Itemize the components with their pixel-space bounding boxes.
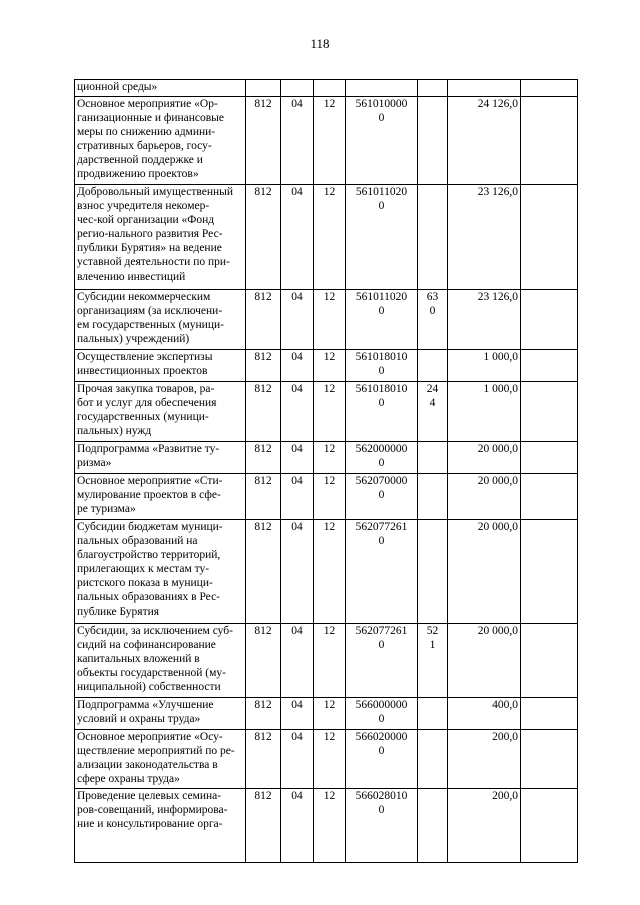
table-body <box>75 80 578 863</box>
ministry-code-cell: 812 <box>246 624 281 698</box>
item-name-cell-line: публике Бурятия <box>77 605 160 618</box>
amount-cell: 1 000,0 <box>448 382 521 442</box>
item-name-cell-line: ционной среды» <box>77 81 158 93</box>
item-name-cell-line: дарственной поддержке и <box>77 154 203 167</box>
empty-amount-cell <box>521 350 578 382</box>
section-code-cell: 04 <box>281 624 314 698</box>
item-name-cell-line: объекты государственной (му- <box>77 667 226 680</box>
page-number: 118 <box>310 36 330 51</box>
target-article-cell-line: 0 <box>378 639 385 652</box>
target-article-cell-line: 0 <box>378 397 385 410</box>
expense-type-cell <box>418 97 448 185</box>
item-name-cell-line: условий и охраны труда» <box>77 713 201 726</box>
ministry-code-cell: 812 <box>246 730 281 789</box>
item-name-cell-line: ризма» <box>77 457 112 470</box>
subsection-code-cell: 12 <box>314 290 346 350</box>
target-article-cell <box>346 442 418 474</box>
item-name-cell-line: ниципальной) собственности <box>77 681 221 694</box>
item-name-cell-line: благоустройство территорий, <box>77 549 221 562</box>
item-name-cell-line: ре туризма» <box>77 503 136 516</box>
ministry-code-cell: 812 <box>246 382 281 442</box>
subsection-code-cell: 12 <box>314 97 346 185</box>
section-code-cell: 04 <box>281 698 314 730</box>
target-article-cell-line: 562077261 <box>355 521 408 533</box>
item-name-cell-line: сфере охраны труда» <box>77 773 180 786</box>
amount-cell: 200,0 <box>448 789 521 863</box>
section-code-cell: 04 <box>281 730 314 789</box>
table-row <box>75 789 578 863</box>
ministry-code-cell: 812 <box>246 698 281 730</box>
subsection-code-cell: 12 <box>314 350 346 382</box>
table-row <box>75 350 578 382</box>
item-name-cell-line: чес-кой организации «Фонд <box>77 214 215 227</box>
subsection-code-cell: 12 <box>314 698 346 730</box>
item-name-cell-line: продвижению проектов» <box>77 168 199 181</box>
target-article-cell-line: 561011020 <box>355 186 408 198</box>
item-name-cell-line: публики Бурятия» на ведение <box>77 242 222 255</box>
item-name-cell-line: влечению инвестиций <box>77 270 186 283</box>
item-name-cell-line: Основное мероприятие «Сти- <box>77 475 223 487</box>
expense-type-cell <box>418 290 448 350</box>
target-article-cell-line: 0 <box>378 745 385 758</box>
section-code-cell <box>281 80 314 97</box>
empty-amount-cell <box>521 698 578 730</box>
item-name-cell <box>75 698 246 730</box>
item-name-cell <box>75 350 246 382</box>
item-name-cell-line: ществление мероприятий по ре- <box>77 745 235 758</box>
empty-amount-cell <box>521 442 578 474</box>
item-name-cell-line: Подпрограмма «Развитие ту- <box>77 443 220 455</box>
target-article-cell <box>346 730 418 789</box>
expense-type-cell <box>418 624 448 698</box>
item-name-cell-line: Субсидии, за исключением суб- <box>77 625 233 637</box>
empty-amount-cell <box>521 97 578 185</box>
item-name-cell <box>75 185 246 290</box>
item-name-cell-line: Субсидии бюджетам муници- <box>77 521 223 533</box>
target-article-cell <box>346 382 418 442</box>
section-code-cell: 04 <box>281 789 314 863</box>
target-article-cell-line: 561018010 <box>355 383 408 395</box>
target-article-cell-line: 0 <box>378 305 385 318</box>
item-name-cell <box>75 382 246 442</box>
subsection-code-cell: 12 <box>314 382 346 442</box>
target-article-cell-line: 561011020 <box>355 291 408 303</box>
ministry-code-cell: 812 <box>246 520 281 624</box>
amount-cell: 20 000,0 <box>448 624 521 698</box>
ministry-code-cell: 812 <box>246 474 281 520</box>
item-name-cell <box>75 97 246 185</box>
item-name-cell-line: сидий на софинансирование <box>77 639 216 652</box>
expense-type-cell <box>418 520 448 624</box>
item-name-cell-line: регио-нального развития Рес- <box>77 228 223 241</box>
empty-amount-cell <box>521 789 578 863</box>
expense-type-cell <box>418 442 448 474</box>
section-code-cell: 04 <box>281 185 314 290</box>
target-article-cell-line: 0 <box>378 804 385 817</box>
item-name-cell-line: взнос учредителя некомер- <box>77 200 210 213</box>
subsection-code-cell: 12 <box>314 624 346 698</box>
target-article-cell-line: 0 <box>378 535 385 548</box>
target-article-cell <box>346 520 418 624</box>
item-name-cell <box>75 442 246 474</box>
subsection-code-cell: 12 <box>314 789 346 863</box>
expense-type-cell <box>418 350 448 382</box>
target-article-cell-line: 566028010 <box>355 790 408 802</box>
item-name-cell-line: пальных) учреждений) <box>77 333 190 346</box>
empty-amount-cell <box>521 80 578 97</box>
target-article-cell-line: 562070000 <box>355 475 408 487</box>
empty-amount-cell <box>521 730 578 789</box>
ministry-code-cell <box>246 80 281 97</box>
budget-table <box>74 79 578 863</box>
item-name-cell-line: ганизационные и финансовые <box>77 112 225 125</box>
item-name-cell-line: ристского показа в муници- <box>77 577 213 590</box>
item-name-cell-line: меры по снижению админи- <box>77 126 216 139</box>
item-name-cell <box>75 789 246 863</box>
item-name-cell-line: инвестиционных проектов <box>77 365 208 378</box>
amount-cell: 400,0 <box>448 698 521 730</box>
item-name-cell <box>75 730 246 789</box>
item-name-cell-line: Подпрограмма «Улучшение <box>77 699 214 711</box>
table-row <box>75 97 578 185</box>
item-name-cell-line: государственных (муници- <box>77 411 209 424</box>
amount-cell: 200,0 <box>448 730 521 789</box>
table-row <box>75 730 578 789</box>
item-name-cell <box>75 290 246 350</box>
item-name-cell <box>75 474 246 520</box>
amount-cell: 23 126,0 <box>448 185 521 290</box>
target-article-cell-line: 0 <box>378 489 385 502</box>
item-name-cell-line: Субсидии некоммерческим <box>77 291 211 303</box>
target-article-cell <box>346 698 418 730</box>
target-article-cell-line: 562077261 <box>355 625 408 637</box>
subsection-code-cell: 12 <box>314 520 346 624</box>
target-article-cell <box>346 789 418 863</box>
item-name-cell-line: пальных образованиях в Рес- <box>77 591 221 604</box>
table-row <box>75 185 578 290</box>
item-name-cell-line: Осуществление экспертизы <box>77 351 213 363</box>
target-article-cell <box>346 350 418 382</box>
table-row <box>75 290 578 350</box>
table-row <box>75 474 578 520</box>
item-name-cell-line: Основное мероприятие «Ор- <box>77 98 218 110</box>
empty-amount-cell <box>521 290 578 350</box>
ministry-code-cell: 812 <box>246 789 281 863</box>
item-name-cell-line: прилегающих к местам ту- <box>77 563 210 576</box>
target-article-cell-line: 562000000 <box>355 443 408 455</box>
item-name-cell-line: стративных барьеров, госу- <box>77 140 212 153</box>
amount-cell: 1 000,0 <box>448 350 521 382</box>
expense-type-cell-line: 52 <box>426 625 439 637</box>
item-name-cell-line: ние и консультирование орга- <box>77 818 223 831</box>
section-code-cell: 04 <box>281 97 314 185</box>
expense-type-cell <box>418 185 448 290</box>
item-name-cell-line: ем государственных (муници- <box>77 319 224 332</box>
expense-type-cell-line: 24 <box>426 383 439 395</box>
target-article-cell-line: 566020000 <box>355 731 408 743</box>
expense-type-cell-line: 1 <box>429 639 436 652</box>
amount-cell: 23 126,0 <box>448 290 521 350</box>
empty-amount-cell <box>521 520 578 624</box>
expense-type-cell-line: 63 <box>426 291 439 303</box>
subsection-code-cell: 12 <box>314 730 346 789</box>
empty-amount-cell <box>521 185 578 290</box>
target-article-cell-line: 566000000 <box>355 699 408 711</box>
item-name-cell-line: пальных) нужд <box>77 425 152 438</box>
table-row <box>75 80 578 97</box>
item-name-cell-line: ров-совещаний, информирова- <box>77 804 228 817</box>
expense-type-cell <box>418 789 448 863</box>
ministry-code-cell: 812 <box>246 97 281 185</box>
target-article-cell <box>346 185 418 290</box>
ministry-code-cell: 812 <box>246 442 281 474</box>
target-article-cell <box>346 624 418 698</box>
item-name-cell-line: Прочая закупка товаров, ра- <box>77 383 215 395</box>
ministry-code-cell: 812 <box>246 185 281 290</box>
subsection-code-cell: 12 <box>314 185 346 290</box>
target-article-cell <box>346 80 418 97</box>
target-article-cell <box>346 290 418 350</box>
target-article-cell-line: 561018010 <box>355 351 408 363</box>
expense-type-cell-line: 4 <box>429 397 436 410</box>
item-name-cell-line: ализации законодательства в <box>77 759 218 772</box>
section-code-cell: 04 <box>281 442 314 474</box>
subsection-code-cell <box>314 80 346 97</box>
section-code-cell: 04 <box>281 520 314 624</box>
ministry-code-cell: 812 <box>246 350 281 382</box>
item-name-cell-line: капитальных вложений в <box>77 653 200 666</box>
expense-type-cell <box>418 80 448 97</box>
target-article-cell-line: 0 <box>378 713 385 726</box>
table-row <box>75 382 578 442</box>
empty-amount-cell <box>521 624 578 698</box>
target-article-cell <box>346 474 418 520</box>
empty-amount-cell <box>521 474 578 520</box>
amount-cell <box>448 80 521 97</box>
expense-type-cell <box>418 698 448 730</box>
target-article-cell <box>346 97 418 185</box>
target-article-cell-line: 0 <box>378 365 385 378</box>
item-name-cell <box>75 80 246 97</box>
amount-cell: 20 000,0 <box>448 442 521 474</box>
target-article-cell-line: 561010000 <box>355 98 408 110</box>
expense-type-cell <box>418 474 448 520</box>
subsection-code-cell: 12 <box>314 474 346 520</box>
table-row <box>75 520 578 624</box>
amount-cell: 20 000,0 <box>448 474 521 520</box>
table-row <box>75 624 578 698</box>
section-code-cell: 04 <box>281 290 314 350</box>
item-name-cell-line: Проведение целевых семина- <box>77 790 222 802</box>
item-name-cell-line: уставной деятельности по при- <box>77 256 230 269</box>
item-name-cell <box>75 520 246 624</box>
target-article-cell-line: 0 <box>378 457 385 470</box>
target-article-cell-line: 0 <box>378 200 385 213</box>
item-name-cell-line: пальных образований на <box>77 535 198 548</box>
section-code-cell: 04 <box>281 350 314 382</box>
amount-cell: 20 000,0 <box>448 520 521 624</box>
ministry-code-cell: 812 <box>246 290 281 350</box>
expense-type-cell <box>418 382 448 442</box>
section-code-cell: 04 <box>281 382 314 442</box>
table-row <box>75 442 578 474</box>
section-code-cell: 04 <box>281 474 314 520</box>
table-row <box>75 698 578 730</box>
item-name-cell-line: Основное мероприятие «Осу- <box>77 731 223 743</box>
amount-cell: 24 126,0 <box>448 97 521 185</box>
item-name-cell-line: мулирование проектов в сфе- <box>77 489 221 502</box>
item-name-cell-line: бот и услуг для обеспечения <box>77 397 217 410</box>
empty-amount-cell <box>521 382 578 442</box>
item-name-cell-line: Добровольный имущественный <box>77 186 234 198</box>
expense-type-cell-line: 0 <box>429 305 436 318</box>
expense-type-cell <box>418 730 448 789</box>
item-name-cell-line: организациям (за исключени- <box>77 305 223 318</box>
subsection-code-cell: 12 <box>314 442 346 474</box>
item-name-cell <box>75 624 246 698</box>
target-article-cell-line: 0 <box>378 112 385 125</box>
